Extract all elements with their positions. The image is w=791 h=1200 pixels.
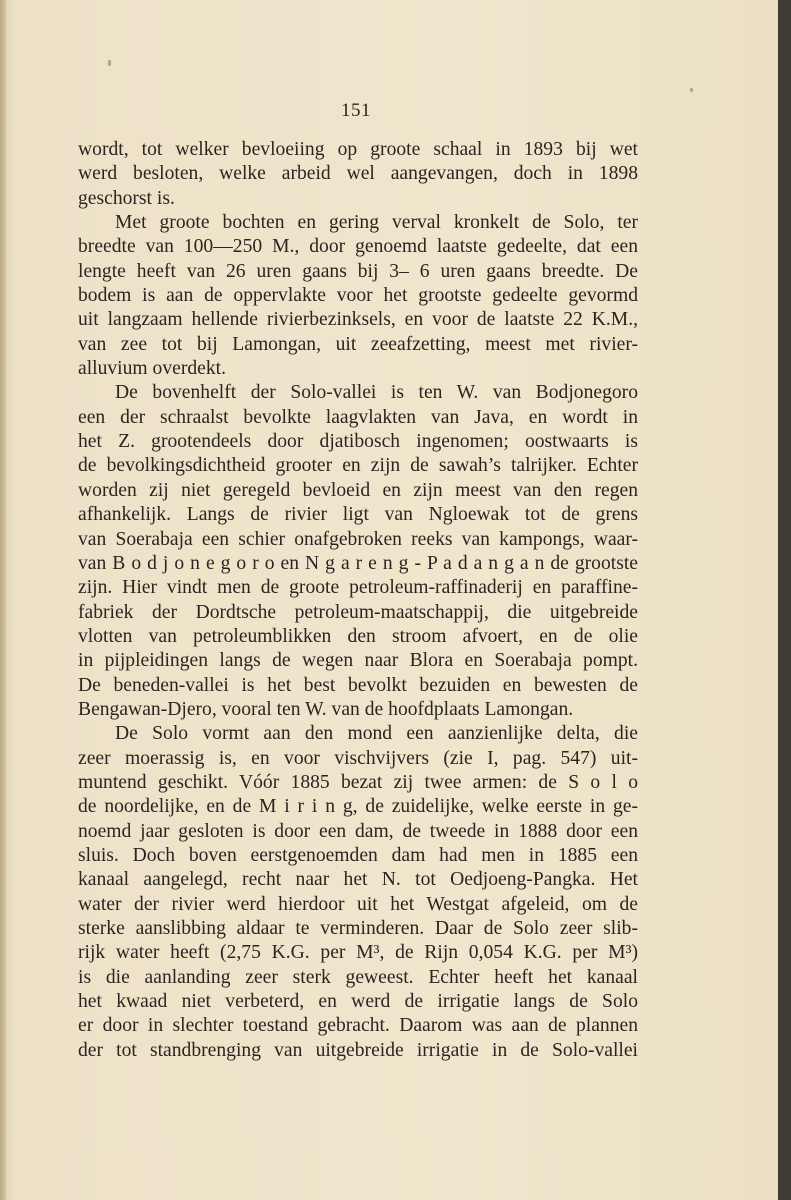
text-line: Met groote bochten en gering verval kronkelt de Solo, ter bbox=[115, 212, 638, 234]
text-line: breedte van 100—250 M., door genoemd laatste gedeelte, dat een bbox=[78, 236, 638, 258]
text-line: water der rivier werd hierdoor uit het Westgat afgeleid, om de bbox=[78, 893, 638, 915]
text-line: Bengawan-Djero, vooral ten W. van de hoofdplaats Lamongan. bbox=[78, 698, 574, 720]
text-line: het Z. grootendeels door djatibosch ingenomen; oostwaarts is bbox=[78, 431, 638, 453]
page-gutter-shadow bbox=[0, 0, 6, 1200]
paper-speck bbox=[690, 88, 693, 92]
text-line: wordt, tot welker bevloeiing op groote schaal in 1893 bij wet bbox=[78, 139, 638, 160]
text-line: fabriek der Dordtsche petroleum-maatschappij, die uitgebreide bbox=[78, 601, 638, 623]
paper-speck bbox=[108, 60, 111, 66]
text-line: alluvium overdekt. bbox=[78, 358, 227, 380]
scan-border bbox=[778, 0, 791, 1200]
page-number: 151 bbox=[341, 100, 371, 121]
text-line: afhankelijk. Langs de rivier ligt van Ngloewak tot de grens bbox=[78, 504, 638, 526]
text-line: sterke aanslibbing aldaar te verminderen. Daar de Solo zeer slib- bbox=[78, 918, 638, 939]
text-line: werd besloten, welke arbeid wel aangevangen, doch in 1898 bbox=[78, 163, 638, 185]
text-line: De Solo vormt aan den mond een aanzienlijke delta, die bbox=[115, 723, 638, 745]
body-text bbox=[78, 138, 638, 1063]
text-line: De beneden-vallei is het best bevolkt bezuiden en bewesten de bbox=[78, 674, 638, 696]
text-line: in pijpleidingen langs de wegen naar Blora en Soerabaja pompt. bbox=[78, 650, 638, 672]
text-line: kanaal aangelegd, recht naar het N. tot Oedjoeng-Pangka. Het bbox=[78, 869, 638, 891]
text-line: lengte heeft van 26 uren gaans bij 3– 6 uren gaans breedte. De bbox=[78, 260, 638, 282]
text-line: is die aanlanding zeer sterk geweest. Echter heeft het kanaal bbox=[78, 966, 638, 988]
text-line: noemd jaar gesloten is door een dam, de tweede in 1888 door een bbox=[78, 820, 638, 842]
text-line: der tot standbrenging van uitgebreide irrigatie in de Solo-vallei bbox=[78, 1039, 638, 1061]
text-line: rijk water heeft (2,75 K.G. per M³, de Rijn 0,054 K.G. per M³) bbox=[78, 942, 638, 964]
text-line: een der schraalst bevolkte laagvlakten van Java, en wordt in bbox=[78, 406, 638, 428]
text-line: van B o d j o n e g o r o en N g a r e n g - P a d a n g a n de grootste bbox=[78, 552, 638, 574]
text-line: van zee tot bij Lamongan, uit zeeafzetting, meest met rivier- bbox=[78, 333, 638, 355]
text-line: uit langzaam hellende rivierbezinksels, en voor de laatste 22 K.M., bbox=[78, 309, 638, 331]
text-line: bodem is aan de oppervlakte voor het grootste gedeelte gevormd bbox=[78, 285, 638, 307]
text-line: zijn. Hier vindt men de groote petroleum-raffinaderij en paraffine- bbox=[78, 577, 638, 599]
text-line: van Soerabaja een schier onafgebroken reeks van kampongs, waar- bbox=[78, 528, 638, 550]
text-line: het kwaad niet verbeterd, en werd de irrigatie langs de Solo bbox=[78, 991, 638, 1013]
text-line: geschorst is. bbox=[78, 187, 175, 209]
text-line: de noordelijke, en de M i r i n g, de zuidelijke, welke eerste in ge- bbox=[78, 796, 638, 818]
text-line: worden zij niet geregeld bevloeid en zijn meest van den regen bbox=[78, 479, 638, 501]
text-line: muntend geschikt. Vóór 1885 bezat zij twee armen: de S o l o bbox=[78, 771, 638, 793]
text-line: sluis. Doch boven eerstgenoemden dam had men in 1885 een bbox=[78, 844, 638, 866]
text-line: De bovenhelft der Solo-vallei is ten W. van Bodjonegoro bbox=[115, 382, 638, 404]
text-line: zeer moerassig is, en voor vischvijvers (zie I, pag. 547) uit- bbox=[78, 747, 638, 769]
text-line: vlotten van petroleumblikken den stroom afvoert, en de olie bbox=[78, 625, 638, 647]
text-line: de bevolkingsdichtheid grooter en zijn de sawah’s talrijker. Echter bbox=[78, 455, 638, 477]
text-line: er door in slechter toestand gebracht. Daarom was aan de plannen bbox=[78, 1015, 638, 1037]
